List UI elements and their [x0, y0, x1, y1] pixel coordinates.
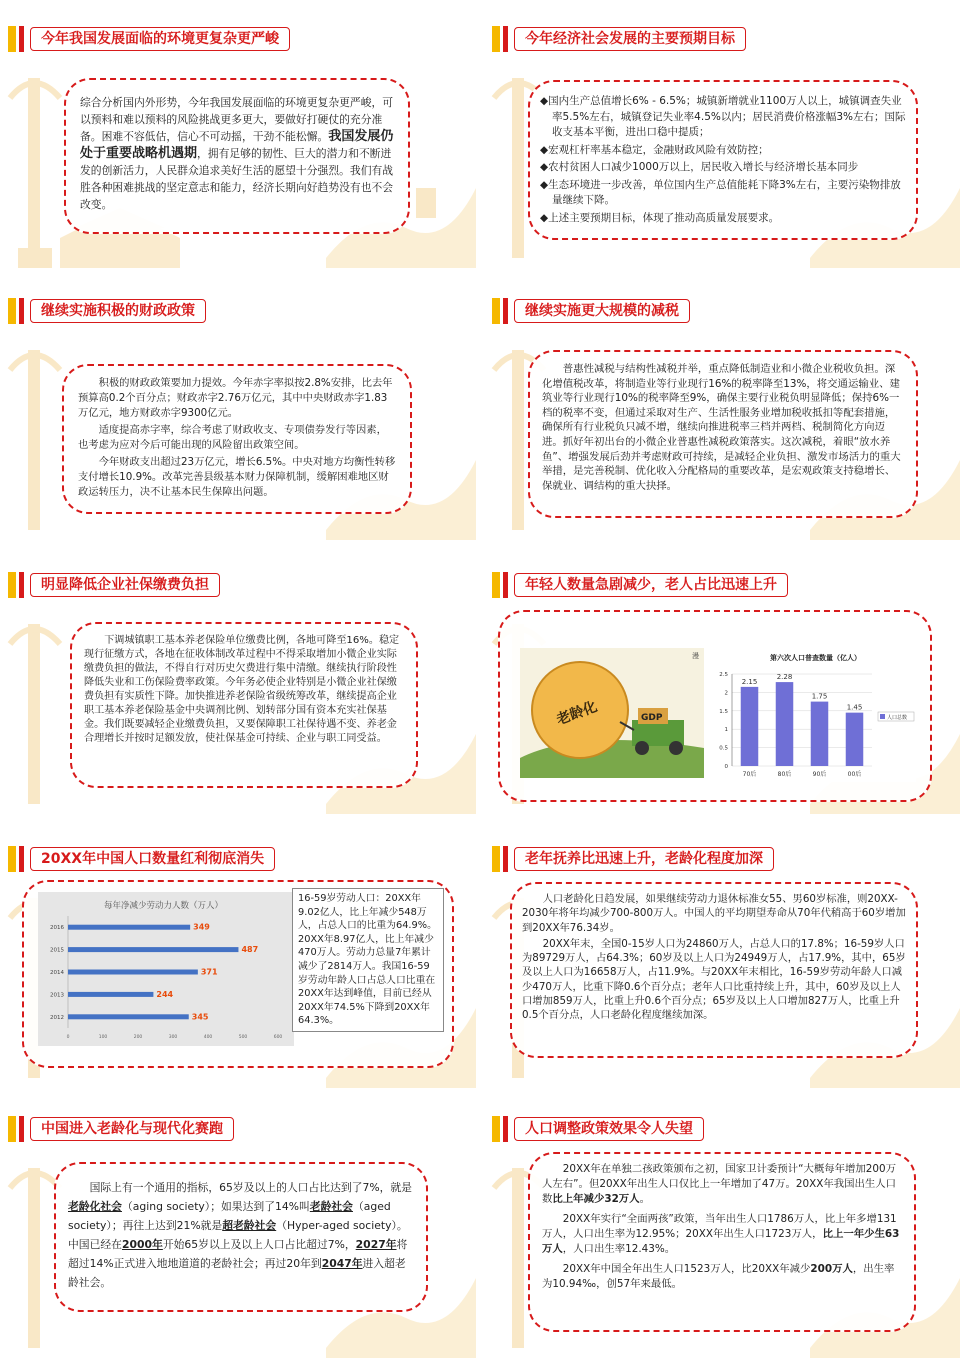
bar-value-label: 1.75: [811, 692, 828, 701]
text-span: （aged society）；再往上达到21%就是: [68, 1200, 391, 1232]
slide-title: 年轻人数量急剧减少，老人占比迅速上升: [514, 573, 788, 597]
bar-value-label: 371: [200, 967, 218, 977]
slide-title: 今年我国发展面临的环境更复杂更严峻: [30, 27, 290, 51]
x-tick-label: 70后: [742, 771, 757, 778]
y-tick-label: 0: [724, 764, 728, 770]
text-span: 20XX年实行“全面两孩”政策，当年出生人口1786万人，比上年多增131万人，人口出生率为12.95%；20XX年出生人口1723万人，: [542, 1213, 897, 1240]
x-tick-label: 200: [133, 1035, 143, 1040]
list-item: ◆农村贫困人口减少1000万以上，居民收入增长与经济增长基本同步: [540, 161, 859, 173]
title-accent-red: [19, 298, 24, 324]
slide-3[interactable]: [0, 272, 476, 540]
bar: [741, 687, 759, 766]
huabiao-decoration: [0, 604, 70, 814]
bar: [776, 682, 794, 766]
list-item: ◆国内生产总值增长6% - 6.5%；城镇新增就业1100万人以上，城镇调查失业率5.5%左右，城镇登记失业率4.5%以内；居民消费价格涨幅3%左右；国际收支基本平衡，进出口稳中提质；: [540, 95, 906, 138]
paragraph: 下调城镇职工基本养老保险单位缴费比例，各地可降至16%。稳定现行征缴方式，各地在征收体制改革过程中不得采取增加小微企业实际缴费负担的做法，不得自行对历史欠费进行集中清缴。继续执行阶段性降低失业和工伤保险费率政策。今年务必使企业特别是小微企业社保缴费负担有实质性下降。加快推进养老保险省级统筹改革，继续提高企业职工基本养老保险基金中央调剂比例、划转部分国有资本充实社保基金。我们既要减轻企业缴费负担，又要保障职工社保待遇不变、养老金合理增长并按时足额发放，使社保基金可持续、企业与职工同受益。: [84, 635, 400, 744]
huabiao-decoration: [0, 330, 70, 540]
y-tick-label: 2015: [50, 947, 64, 954]
text-span: 20XX年中国全年出生人口1523万人，比20XX年减少: [562, 1263, 811, 1275]
paragraph: [542, 1262, 902, 1292]
bar-value-label: 349: [193, 922, 210, 932]
paragraph: [542, 1212, 902, 1257]
y-tick-label: 2: [724, 690, 728, 697]
title-accent-red: [503, 572, 508, 598]
slide-title-bar: [492, 846, 774, 872]
content-box: [22, 880, 454, 1068]
paragraph: [68, 1178, 414, 1292]
slide-2[interactable]: [484, 0, 960, 268]
content-box: [64, 78, 410, 234]
text-span: 20XX年在单独二孩政策颁布之初，国家卫计委预计“大概每年增加200万人左右”。但20XX年出生人口仅比上一年增加了47万。20XX年我国出生人口数: [542, 1163, 897, 1205]
bar-value-label: 487: [241, 945, 259, 955]
title-accent-red: [19, 846, 24, 872]
chart-title: 第六次人口普查数量（亿人）: [770, 654, 861, 662]
x-tick-label: 600: [273, 1035, 283, 1040]
title-accent-red: [19, 26, 24, 52]
content-box: [70, 622, 418, 788]
slide-1[interactable]: [0, 0, 476, 268]
slide-4[interactable]: [484, 272, 960, 540]
text-span: （aging society）；如果达到了14%叫: [121, 1200, 310, 1213]
x-tick-label: 0: [66, 1035, 70, 1040]
text-span: ，人口出生率12.43%。: [562, 1243, 676, 1255]
aging-cartoon-image: [520, 648, 704, 778]
slide-title-bar: [492, 26, 746, 52]
title-accent-yellow: [492, 1116, 500, 1142]
title-accent-red: [19, 1116, 24, 1142]
bar-value-label: 345: [191, 1012, 209, 1022]
term-aged-society: 老龄社会: [309, 1200, 353, 1213]
text-span: （Hyper-aged society）。中国已经在: [68, 1219, 408, 1251]
x-tick-label: 400: [203, 1035, 213, 1040]
slide-5[interactable]: [0, 546, 476, 814]
list-item: ◆宏观杠杆率基本稳定，金融财政风险有效防控；: [540, 143, 769, 156]
content-box: [528, 80, 918, 240]
y-tick-label: 2012: [50, 1014, 64, 1021]
content-box: [62, 364, 412, 514]
labor-decrease-bar-chart: [38, 892, 294, 1046]
title-accent-yellow: [492, 298, 500, 324]
x-tick-label: 100: [98, 1035, 108, 1040]
content-box: [528, 350, 918, 518]
slide-7[interactable]: [0, 820, 476, 1088]
bar: [68, 992, 153, 997]
text-span: ，出生率为10.94‰，创57年来最低。: [542, 1263, 895, 1290]
slide-8[interactable]: [484, 820, 960, 1088]
x-tick-label: 90后: [812, 771, 827, 778]
slide-9[interactable]: [0, 1090, 476, 1358]
slide-title-bar: [492, 298, 690, 324]
y-tick-label: 2014: [50, 970, 64, 976]
slide-title: 老年抚养比迅速上升，老龄化程度加深: [514, 847, 774, 871]
bar-value-label: 1.45: [846, 703, 863, 712]
cargo-label: GDP: [641, 713, 663, 723]
title-accent-yellow: [8, 572, 16, 598]
paragraph: 普惠性减税与结构性减税并举，重点降低制造业和小微企业税收负担。深化增值税改革，将制造业等行业现行16%的税率降至13%，将交通运输业、建筑业等行业现行10%的税率降至9%，确保主要行业税负明显降低；保持6%一档的税率不变，但通过采取对生产、生活性服务业增加税收抵扣等配套措施，确保所有行业税负只减不增，继续向推进税率三档并两档、税制简化方向迈进。抓好年初出台的小微企业普惠性减税政策落实。这次减税，着眼“放水养鱼”、增强发展后劲并考虑财政可持续，是减轻企业负担、激发市场活力的重大举措，是完善税制、优化收入分配格局的重要改革，是宏观政策支持稳增长、保就业、调结构的重大抉择。: [542, 363, 901, 492]
slide-title-bar: [8, 298, 206, 324]
emphasis: 比上一年少生63万人: [542, 1228, 900, 1255]
title-accent-red: [503, 26, 508, 52]
slide-title: 中国进入老龄化与现代化赛跑: [30, 1117, 234, 1141]
y-tick-label: 1: [724, 727, 728, 734]
bar-value-label: 2.28: [776, 673, 793, 682]
y-tick-label: 0.5: [719, 745, 728, 752]
slide-title: 明显降低企业社保缴费负担: [30, 573, 220, 597]
title-accent-yellow: [492, 846, 500, 872]
cartoon-corner-mark: 漫: [692, 652, 699, 660]
bar: [68, 1014, 189, 1019]
y-tick-label: 2016: [50, 925, 64, 932]
paragraph: 今年财政支出超过23万亿元，增长6.5%。中央对地方均衡性转移支付增长10.9%。改革完善县级基本财力保障机制，缓解困难地区财政运转压力，决不让基本民生保障出问题。: [78, 456, 396, 498]
legend-label: 人口总数: [887, 715, 908, 721]
paragraph: 积极的财政政策要加力提效。今年赤字率拟按2.8%安排，比去年预算高0.2个百分点；财政赤字2.76万亿元，其中中央财政赤字1.83万亿元，地方财政赤字9300亿元。: [78, 377, 393, 419]
content-box: [498, 610, 932, 802]
legend-swatch: [880, 714, 885, 719]
census-bar-chart: [710, 648, 916, 782]
paragraph: [542, 1162, 902, 1207]
body-text: ，拥有足够的韧性、巨大的潜力和不断迸发的创新活力，人民群众追求美好生活的愿望十分强烈。我们有战胜各种困难挑战的坚定意志和能力，经济长期向好趋势没有也不会改变。: [80, 147, 394, 211]
slide-title-bar: [8, 26, 290, 52]
body-emphasis: 我国发展仍处于重要战略机遇期: [80, 129, 394, 161]
bar: [846, 713, 864, 766]
y-tick-label: 2.5: [719, 672, 728, 678]
slide-title-bar: [492, 1116, 704, 1142]
title-accent-red: [503, 846, 508, 872]
title-accent-red: [503, 1116, 508, 1142]
x-tick-label: 00后: [847, 771, 862, 778]
labor-text: 16-59岁劳动人口：20XX年9.02亿人，比上年减少548万人，占总人口的比重为64.9%。20XX年8.97亿人，比上年减少470万人。劳动力总量7年累计减少了2814万人。我国16-59岁劳动年龄人口占总人口比重在20XX年达到峰值，目前已经从20XX年74.5%下降到20XX年64.3%。: [292, 888, 444, 1032]
list-item: ◆生态环境进一步改善，单位国内生产总值能耗下降3%左右，主要污染物排放量继续下降。: [540, 178, 901, 206]
ball-label: 老龄化: [554, 698, 600, 729]
term-aging-society: 老龄化社会: [68, 1200, 122, 1213]
chart-title: 每年净减少劳动力人数（万人）: [104, 901, 224, 911]
content-box: [528, 1152, 916, 1332]
paragraph: 适度提高赤字率，综合考虑了财政收支、专项债券发行等因素，也考虑为应对今后可能出现的风险留出政策空间。: [78, 424, 387, 451]
text-span: 进入超老龄社会。: [68, 1257, 406, 1289]
slide-title-bar: [8, 846, 275, 872]
text-span: 开始65岁以上及以上人口占比超过7%，: [162, 1238, 356, 1251]
body-text: 综合分析国内外形势，今年我国发展面临的环境更复杂更严峻，可以预料和难以预料的风险挑战更多更大，要做好打硬仗的充分准备。困难不容低估，信心不可动摇，干劲不能松懈。: [80, 96, 394, 143]
x-tick-label: 300: [168, 1035, 178, 1040]
y-tick-label: 1.5: [719, 708, 728, 715]
title-accent-yellow: [8, 846, 16, 872]
title-accent-yellow: [8, 26, 16, 52]
list-item: ◆上述主要预期目标，体现了推动高质量发展要求。: [540, 211, 780, 224]
bar: [811, 702, 829, 766]
slide-title: 继续实施更大规模的减税: [514, 299, 690, 323]
slide-title: 人口调整政策效果令人失望: [514, 1117, 704, 1141]
title-accent-yellow: [8, 298, 16, 324]
text-span: 国际上有一个通用的指标，65岁及以上的人口占比达到了7%，就是: [89, 1181, 412, 1194]
bar-value-label: 2.15: [741, 677, 758, 686]
bar: [68, 970, 198, 975]
text-span: 。: [639, 1193, 650, 1205]
text-span: 将超过14%正式进入地地道道的老龄社会；再过20年到: [68, 1238, 408, 1270]
title-accent-red: [19, 572, 24, 598]
slide-10[interactable]: [484, 1090, 960, 1358]
title-accent-yellow: [492, 572, 500, 598]
paragraph: 20XX年末，全国0-15岁人口为24860万人，占总人口的17.8%；16-59岁人口为89729万人，占64.3%；60岁及以上人口为24949万人，占17.9%，其中，65岁及以上人口为16658万人，占11.9%。与20XX年末相比，16-59岁劳动年龄人口减少470万人，比重下降0.6个百分点；老年人口比重持续上升，其中，60岁及以上人口增加859万人，比重上升0.6个百分点；65岁及以上人口增加827万人，比重上升0.5个百分点，人口老龄化程度继续加深。: [522, 937, 906, 1022]
slide-title: 继续实施积极的财政政策: [30, 299, 206, 323]
content-box: [510, 882, 918, 1058]
paragraph: 人口老龄化日趋发展，如果继续劳动力退休标准女55、男60岁标准，则20XX-2030年将年均减少700-800万人。中国人的平均期望寿命从70年代稍高于60岁增加到20XX年76.34岁。: [522, 893, 906, 934]
slide-title-bar: [8, 572, 220, 598]
slide-title: 今年经济社会发展的主要预期目标: [514, 27, 746, 51]
year-2000: 2000年: [121, 1238, 163, 1251]
title-accent-yellow: [8, 1116, 16, 1142]
bar-value-label: 244: [156, 989, 174, 999]
emphasis: 200万人: [810, 1263, 853, 1275]
title-accent-yellow: [492, 26, 500, 52]
term-hyper-aged-society: 超老龄社会: [222, 1219, 277, 1232]
title-accent-red: [503, 298, 508, 324]
x-tick-label: 500: [238, 1035, 248, 1040]
bar: [68, 925, 190, 930]
content-box: [54, 1162, 428, 1312]
goal-list: [540, 94, 906, 226]
emphasis: 比上年减少32万人: [552, 1193, 640, 1205]
bar: [68, 947, 238, 952]
slide-title-bar: [8, 1116, 234, 1142]
y-tick-label: 2013: [50, 992, 64, 999]
x-tick-label: 80后: [777, 771, 792, 778]
year-2047: 2047年: [321, 1257, 363, 1270]
slide-title-bar: [492, 572, 788, 598]
slide-title: 20XX年中国人口数量红利彻底消失: [30, 847, 275, 871]
year-2027: 2027年: [355, 1238, 397, 1251]
slide-6[interactable]: [484, 546, 960, 814]
